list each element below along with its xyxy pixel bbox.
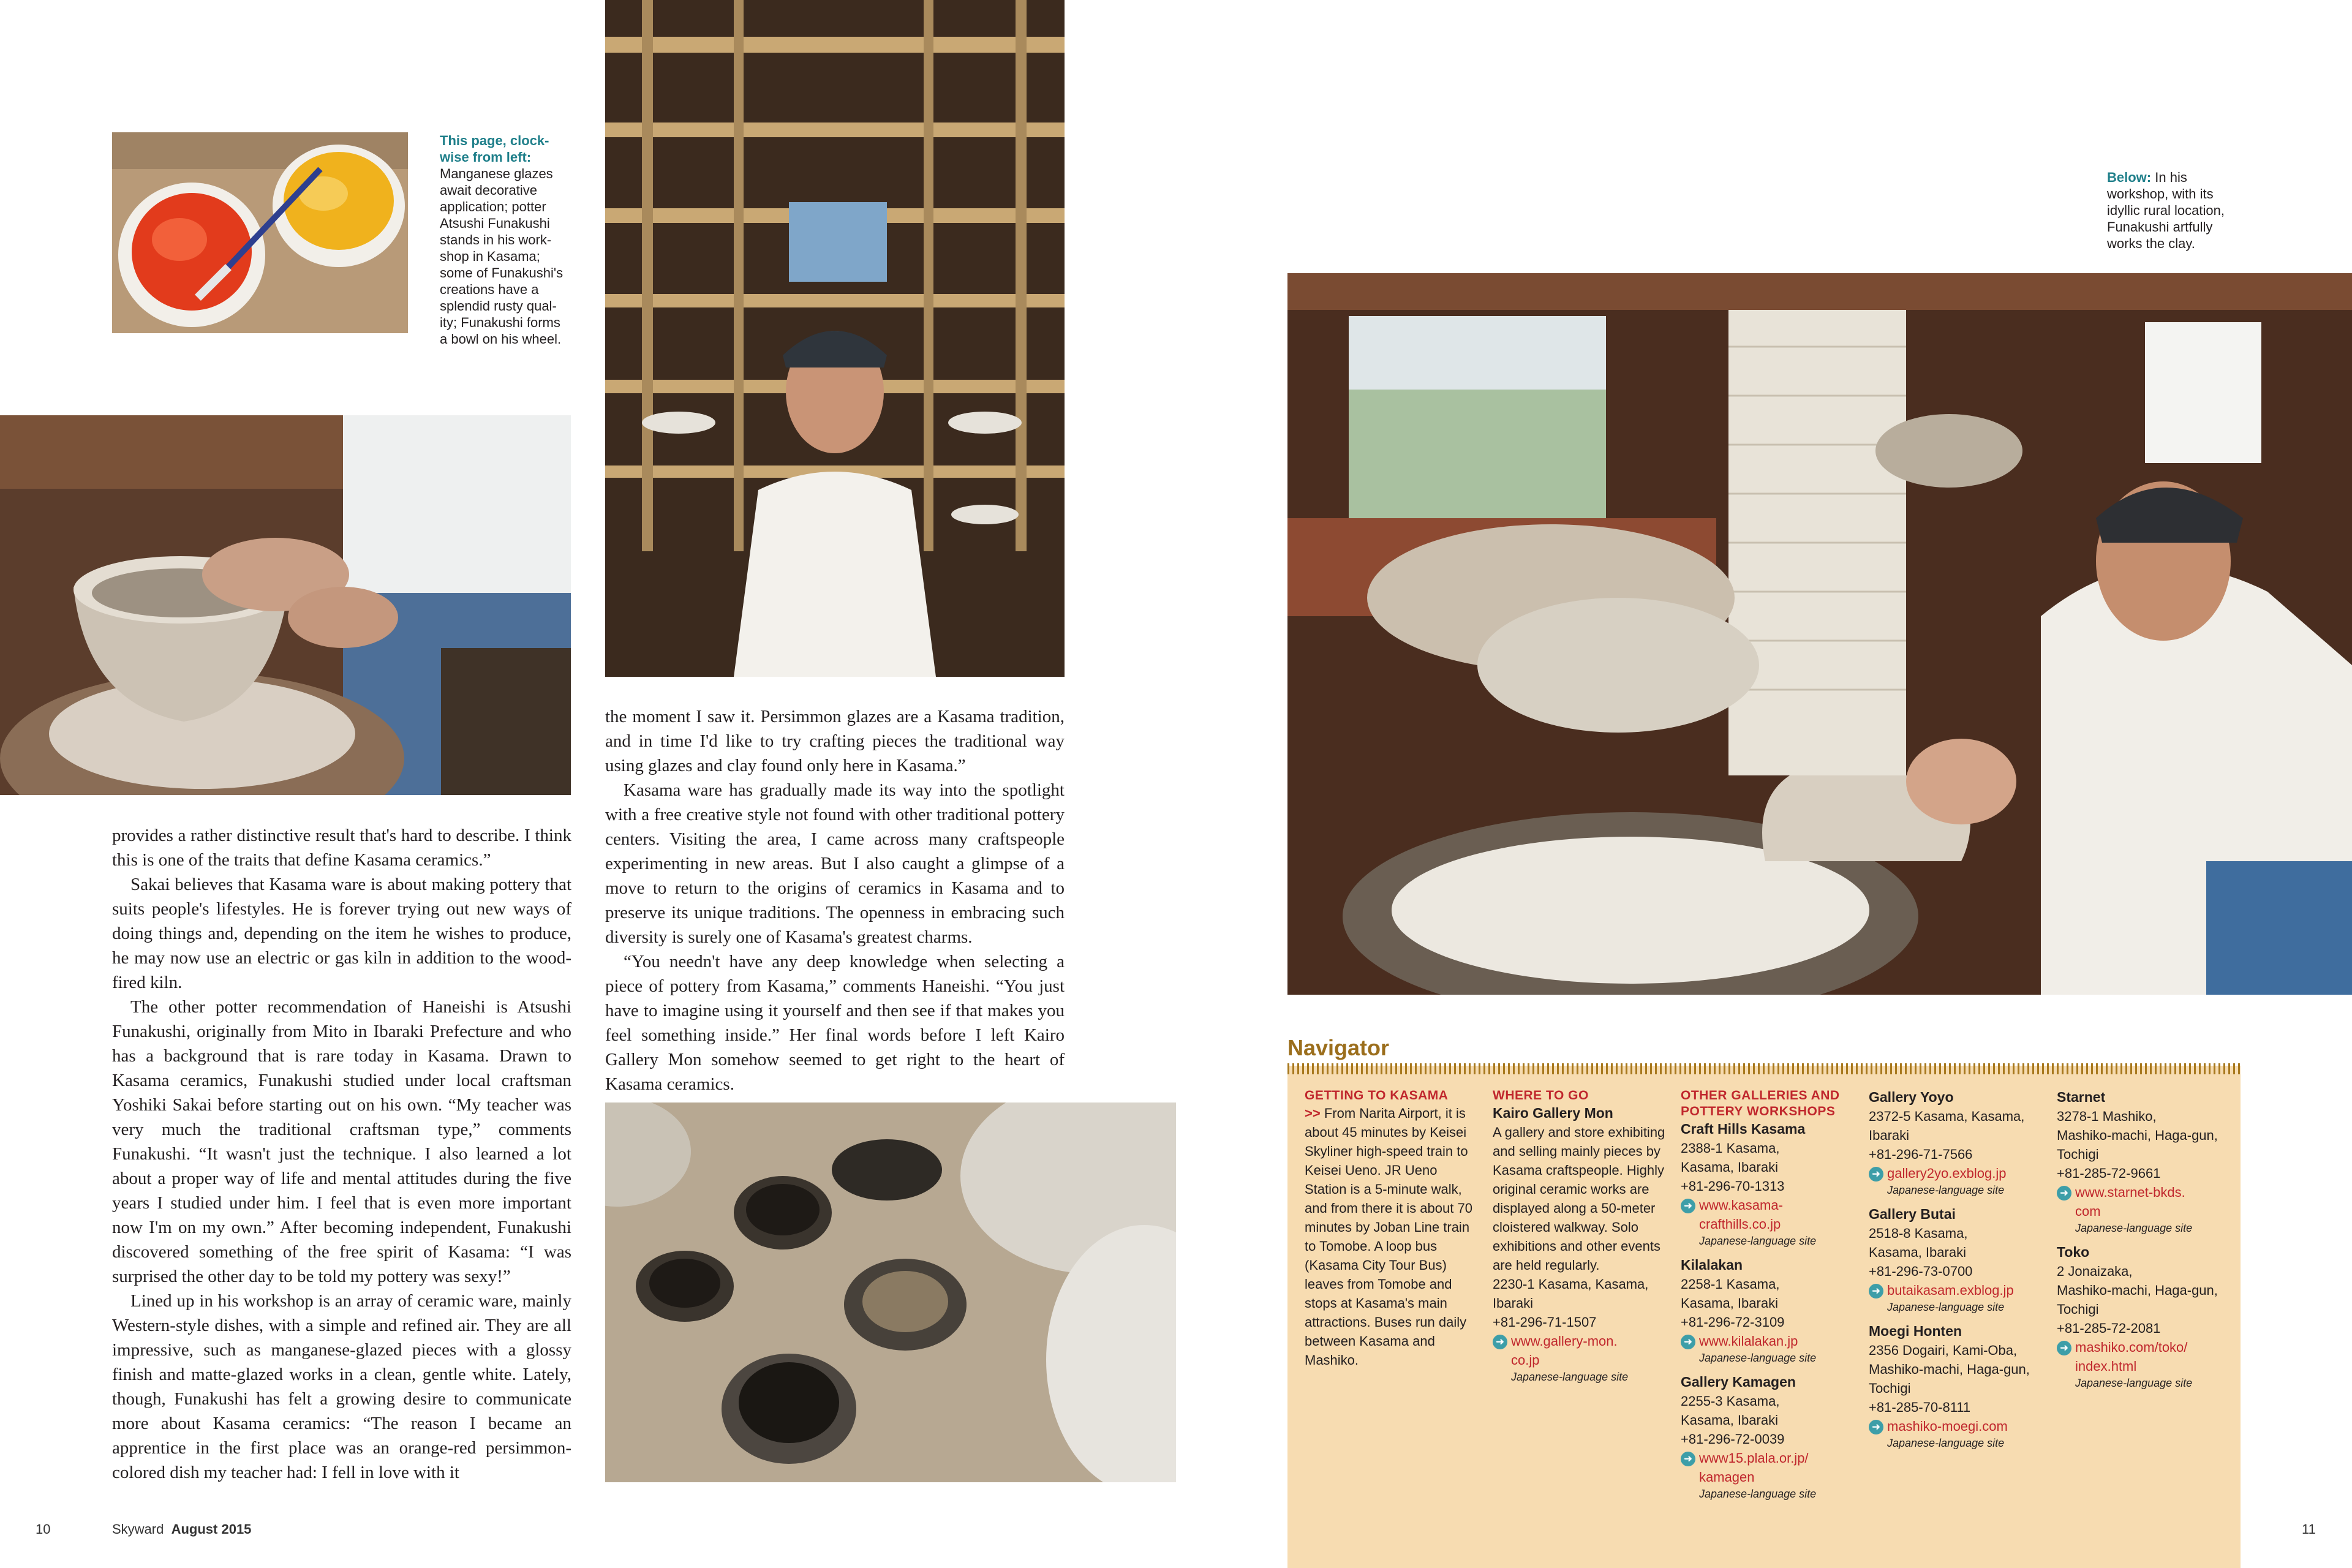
moegi-link[interactable]: mashiko-moegi.com	[1887, 1419, 2008, 1434]
navigator-col-5	[2057, 1088, 2231, 1398]
gallery-mon-link-cont[interactable]: co.jp	[1511, 1352, 1540, 1368]
listing-gallery-butai: Gallery Butai 2518-8 Kasama, Kasama, Ibaraki +81-296-73-0700 ➜ butaikasam.exblog.jp Japanese-language site	[1869, 1206, 2014, 1313]
arrow-right-icon: ➜	[1493, 1335, 1507, 1349]
kamagen-link[interactable]: www15.plala.or.jp/	[1699, 1450, 1809, 1466]
listing-kamagen: Gallery Kamagen 2255-3 Kasama, Kasama, Ibaraki +81-296-72-0039 ➜ www15.plala.or.jp/ kamagen Japanese-language site	[1681, 1373, 1855, 1501]
craft-hills-link[interactable]: www.kasama-	[1699, 1197, 1783, 1213]
craft-hills-link-cont[interactable]: crafthills.co.jp	[1699, 1216, 1781, 1232]
listing-kilalakan: Kilalakan 2258-1 Kasama, Kasama, Ibaraki +81-296-72-3109 ➜ www.kilalakan.jp Japanese-language site	[1681, 1257, 1817, 1364]
chevron-right-icon: >>	[1305, 1106, 1321, 1121]
arrow-right-icon: ➜	[1681, 1335, 1695, 1349]
kamagen-link-cont[interactable]: kamagen	[1699, 1469, 1755, 1485]
navigator-title: Navigator	[1287, 1035, 1390, 1060]
photo-workshop	[1287, 273, 2352, 995]
navigator-col-4	[1869, 1088, 2043, 1458]
listing-gallery-yoyo: Gallery Yoyo 2372-5 Kasama, Kasama, Ibaraki +81-296-71-7566 ➜ gallery2yo.exblog.jp Japanese-language site	[1869, 1089, 2025, 1196]
gallery-butai-link[interactable]: butaikasam.exblog.jp	[1887, 1283, 2014, 1298]
listing-craft-hills: Craft Hills Kasama 2388-1 Kasama, Kasama, Ibaraki +81-296-70-1313 ➜ www.kasama- crafthills.co.jp Japanese-language site	[1681, 1120, 1855, 1248]
navigator-rule	[1287, 1063, 2241, 1074]
arrow-right-icon: ➜	[1869, 1420, 1883, 1434]
kilalakan-link[interactable]: www.kilalakan.jp	[1699, 1333, 1798, 1349]
folio-left-issue: Skyward August 2015	[112, 1521, 252, 1537]
photo-caption-left: This page, clock-wise from left: Manganese glazes await decorative application; potter Atsushi Funakushi stands in his work-shop in Kasama; some of Funakushi's creations have a splendid rusty qual-ity; Funakushi forms a bowl on his wheel.	[440, 133, 564, 347]
folio-left-page-number: 10	[36, 1521, 51, 1537]
navigator-where-to-go: WHERE TO GO Kairo Gallery Mon A gallery and store exhibiting and selling mainly pieces by Kasama craftspeople. Highly original ceramic works are displayed along a 50-meter cloistered walkway. Solo exhibitions and other events are held regularly. 2230-1 Kasama, Kasama, Ibaraki +81-296-71-1507 ➜ www.gallery-mon. co.jp Japanese-language site	[1493, 1088, 1667, 1384]
listing-starnet: Starnet 3278-1 Mashiko, Mashiko-machi, Haga-gun, Tochigi +81-285-72-9661 ➜ www.starnet-bkds. com Japanese-language site	[2057, 1088, 2231, 1235]
arrow-right-icon: ➜	[1869, 1284, 1883, 1298]
arrow-right-icon: ➜	[2057, 1186, 2071, 1200]
listing-toko: Toko 2 Jonaizaka, Mashiko-machi, Haga-gun, Tochigi +81-285-72-2081 ➜ mashiko.com/toko/ index.html Japanese-language site	[2057, 1243, 2231, 1390]
navigator-getting-there: GETTING TO KASAMA >> From Narita Airport, it is about 45 minutes by Keisei Skyliner high-speed train to Keisei Ueno. JR Ueno Station is a 5-minute walk, and from there it is about 70 minutes by Joban Line train to Tomobe. A loop bus (Kasama City Tour Bus) leaves from Tomobe and stops at Kasama's main attractions. Buses run daily between Kasama and Mashiko.	[1305, 1088, 1472, 1368]
folio-right-page-number: 11	[2302, 1521, 2316, 1537]
arrow-right-icon: ➜	[1681, 1452, 1695, 1466]
navigator-other-galleries: OTHER GALLERIES AND POTTERY WORKSHOPS Craft Hills Kasama 2388-1 Kasama, Kasama, Ibaraki +81-296-70-1313 ➜ www.kasama- crafthills.co.jp Japanese-language site Kilalakan 2258-1 Kasama, Kasama, Ibaraki +81-296-72-3109 ➜ www.kilalakan.jp Japanese-language site Gallery Kamagen 2255-3 Kasama, Kasama, Ibaraki +81-296-72-0039 ➜ www15.plala.or.jp/ kamagen Japanese-language site	[1681, 1088, 1855, 1509]
toko-link-cont[interactable]: index.html	[2075, 1359, 2137, 1374]
photo-ceramic-cups	[605, 1102, 1176, 1482]
photo-potter-portrait	[605, 0, 1065, 677]
starnet-link[interactable]: www.starnet-bkds.	[2075, 1185, 2185, 1200]
arrow-right-icon: ➜	[1869, 1167, 1883, 1182]
photo-potter-wheel	[0, 415, 571, 795]
article-column-2: the moment I saw it. Persimmon glazes are a Kasama tradition, and in time I'd like to try crafting pieces the traditional way using glazes and clay found only here in Kasama.” Kasama ware has gradually made its way into the spotlight with a free creative style not found with other traditional pottery centers. Visiting the area, I came across many craftspeople experimenting in new areas. But I also caught a glimpse of a move to return to the origins of ceramics in Kasama and to preserve its unique traditions. The openness in embracing such diversity is surely one of Kasama's greatest charms. “You needn't have any deep knowledge when selecting a piece of pottery from Kasama,” comments Haneishi. “You just have to imagine using it yourself and then see if that makes you feel something inside.” Her final words before I left Kairo Gallery Mon somehow seemed to get right to the heart of Kasama ceramics.	[605, 707, 1065, 1094]
toko-link[interactable]: mashiko.com/toko/	[2075, 1340, 2188, 1355]
starnet-link-cont[interactable]: com	[2075, 1204, 2101, 1219]
photo-glazes	[112, 132, 408, 333]
article-column-1: provides a rather distinctive result that's hard to describe. I think this is one of the traits that define Kasama ceramics.” Sakai believes that Kasama ware is about making pottery that suits people's lifestyles. He is forever trying out new ways of doing things and, depending on the item he wishes to produce, he may now use an electric or gas kiln in addition to the wood-fired kiln. The other potter recommendation of Haneishi is Atsushi Funakushi, originally from Mito in Ibaraki Prefecture and who has a background that is rare today in Kasama. Drawn to Kasama ceramics, Funakushi studied under local craftsman Yoshiki Sakai before starting out on his own. “My teacher was very much the traditional craftsman type,” comments Funakushi. “It wasn't just the technique. I also learned a lot about a proper way of life and mental attitudes during the five years I studied under him. I feel that is even more important now I'm on my own.” After becoming independent, Funakushi discovered something of the free spirit of Kasama: “I was surprised the other day to be told my pottery was sexy!” Lined up in his workshop is an array of ceramic ware, mainly Western-style dishes, with a simple and refined air. They are all impressive, such as manganese-glazed pieces with a glossy finish and matte-glazed works in a clean, gentle white. Lately, though, Funakushi has felt a growing desire to communicate more about Kasama ceramics: “The reason I became an apprentice in the first place was an orange-red persimmon-colored dish my teacher had: I fell in love with it	[112, 826, 571, 1482]
arrow-right-icon: ➜	[2057, 1341, 2071, 1355]
gallery-yoyo-link[interactable]: gallery2yo.exblog.jp	[1887, 1166, 2007, 1181]
listing-moegi-honten: Moegi Honten 2356 Dogairi, Kami-Oba, Mashiko-machi, Haga-gun, Tochigi +81-285-70-8111 ➜ mashiko-moegi.com Japanese-language site	[1869, 1323, 2030, 1449]
arrow-right-icon: ➜	[1681, 1199, 1695, 1213]
photo-caption-right: Below: In his workshop, with its idyllic rural location, Funakushi artfully works the clay.	[2107, 170, 2225, 251]
gallery-mon-link[interactable]: www.gallery-mon.	[1511, 1333, 1618, 1349]
